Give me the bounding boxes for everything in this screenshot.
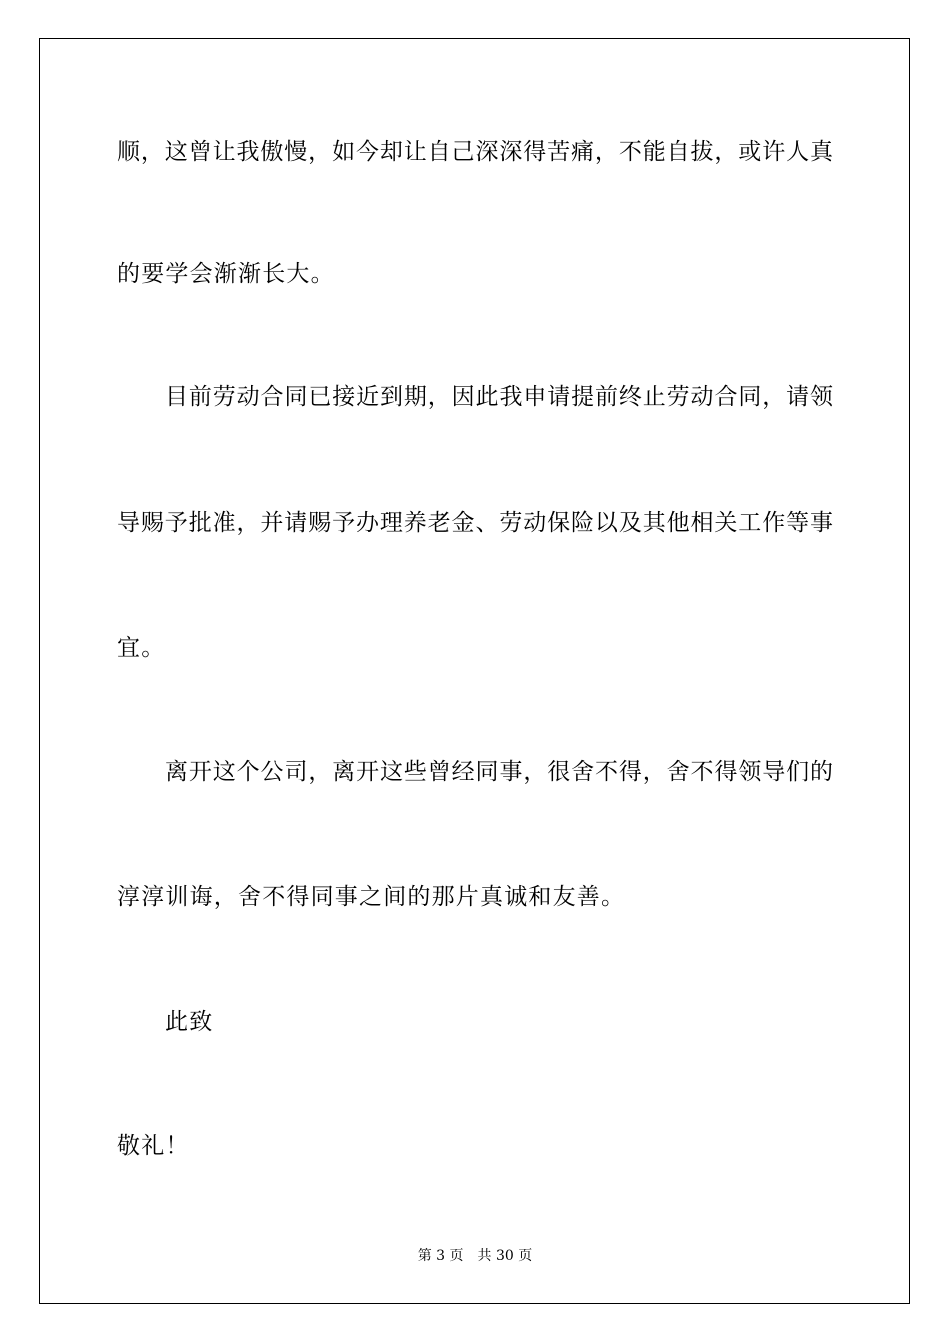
body-line-3: 目前劳动合同已接近到期，因此我申请提前终止劳动合同，请领 (165, 384, 833, 410)
body-line-4: 导赐予批准，并请赐予办理养老金、劳动保险以及其他相关工作等事 (117, 510, 833, 536)
closing-regards: 敬礼！ (117, 1133, 190, 1159)
body-line-6: 离开这个公司，离开这些曾经同事，很舍不得，舍不得领导们的 (165, 759, 833, 785)
page-border (39, 38, 910, 1304)
page-footer (0, 1246, 950, 1266)
body-line-1: 顺，这曾让我傲慢，如今却让自己深深得苦痛，不能自拔，或许人真 (117, 139, 833, 165)
page-total: 共 30 页 (477, 1248, 533, 1264)
body-line-5: 宜。 (117, 635, 166, 661)
body-line-7: 淳淳训诲，舍不得同事之间的那片真诚和友善。 (117, 884, 626, 910)
body-line-2: 的要学会渐渐长大。 (117, 261, 335, 287)
closing-salutation: 此致 (165, 1009, 214, 1035)
page-number: 第 3 页 (417, 1248, 464, 1264)
